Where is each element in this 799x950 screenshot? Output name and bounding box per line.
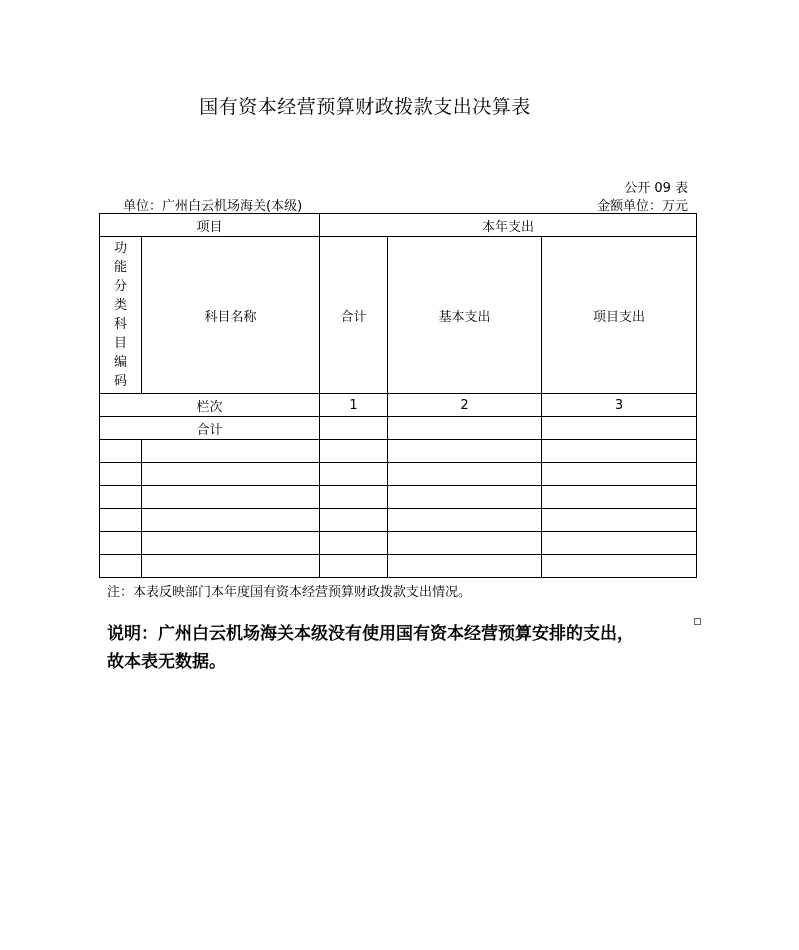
header-project: 项目 bbox=[100, 214, 320, 237]
table-row bbox=[100, 532, 697, 555]
money-unit-label: 金额单位：万元 bbox=[596, 199, 688, 214]
unit-label: 单位：广州白云机场海关(本级) bbox=[123, 199, 303, 214]
table-cell bbox=[320, 440, 388, 463]
header-func-code bbox=[100, 237, 142, 394]
table-cell bbox=[542, 486, 697, 509]
header-subject-name: 科目名称 bbox=[142, 237, 320, 394]
table-cell bbox=[142, 440, 320, 463]
table-cell bbox=[542, 509, 697, 532]
header-project-expense: 项目支出 bbox=[542, 237, 697, 394]
index-label: 栏次 bbox=[100, 394, 320, 417]
func-code-char: 功 bbox=[113, 241, 127, 256]
table-cell bbox=[142, 555, 320, 578]
func-code-char: 能 bbox=[113, 260, 127, 275]
index-1: 1 bbox=[320, 394, 388, 417]
explanation-text: 说明：广州白云机场海关本级没有使用国有资本经营预算安排的支出，故本表无数据。 bbox=[107, 624, 634, 672]
index-3: 3 bbox=[542, 394, 697, 417]
table-cell bbox=[142, 463, 320, 486]
header-basic: 基本支出 bbox=[388, 237, 542, 394]
func-code-char: 科 bbox=[113, 317, 127, 332]
header-current-year: 本年支出 bbox=[320, 214, 697, 237]
table-cell bbox=[388, 463, 542, 486]
table-cell bbox=[320, 486, 388, 509]
table-cell bbox=[100, 486, 142, 509]
table-cell bbox=[100, 463, 142, 486]
page-title: 国有资本经营预算财政拨款支出决算表 bbox=[199, 96, 531, 118]
table-cell bbox=[100, 440, 142, 463]
form-number: 公开 09 表 bbox=[624, 181, 688, 196]
index-row bbox=[100, 394, 697, 417]
total-cell bbox=[320, 417, 388, 440]
header-total: 合计 bbox=[320, 237, 388, 394]
table-row bbox=[100, 486, 697, 509]
table-cell bbox=[100, 532, 142, 555]
table-row bbox=[100, 440, 697, 463]
total-label: 合计 bbox=[100, 417, 320, 440]
table-cell bbox=[320, 463, 388, 486]
func-code-char: 编 bbox=[113, 355, 127, 370]
table-note: 注：本表反映部门本年度国有资本经营预算财政拨款支出情况。 bbox=[107, 585, 472, 600]
table-cell bbox=[542, 440, 697, 463]
table-row bbox=[100, 555, 697, 578]
table-cell bbox=[542, 532, 697, 555]
header-row-2 bbox=[100, 237, 697, 394]
table-cell bbox=[142, 486, 320, 509]
index-2: 2 bbox=[388, 394, 542, 417]
table-cell bbox=[388, 532, 542, 555]
func-code-char: 目 bbox=[113, 336, 127, 351]
square-marker-icon bbox=[694, 618, 701, 625]
table-cell bbox=[142, 532, 320, 555]
func-code-char: 分 bbox=[113, 279, 127, 294]
total-cell bbox=[388, 417, 542, 440]
table-cell bbox=[320, 509, 388, 532]
table-cell bbox=[142, 509, 320, 532]
table-cell bbox=[100, 555, 142, 578]
table-cell bbox=[100, 509, 142, 532]
total-row bbox=[100, 417, 697, 440]
table-cell bbox=[320, 555, 388, 578]
table-cell bbox=[388, 486, 542, 509]
table-cell bbox=[542, 463, 697, 486]
total-cell bbox=[542, 417, 697, 440]
func-code-char: 码 bbox=[113, 374, 127, 389]
table-row bbox=[100, 463, 697, 486]
expenditure-table bbox=[99, 213, 697, 578]
func-code-char: 类 bbox=[113, 298, 127, 313]
table-row bbox=[100, 509, 697, 532]
table-cell bbox=[388, 509, 542, 532]
table-cell bbox=[388, 440, 542, 463]
header-row-1 bbox=[100, 214, 697, 237]
table-cell bbox=[388, 555, 542, 578]
table-cell bbox=[542, 555, 697, 578]
table-cell bbox=[320, 532, 388, 555]
